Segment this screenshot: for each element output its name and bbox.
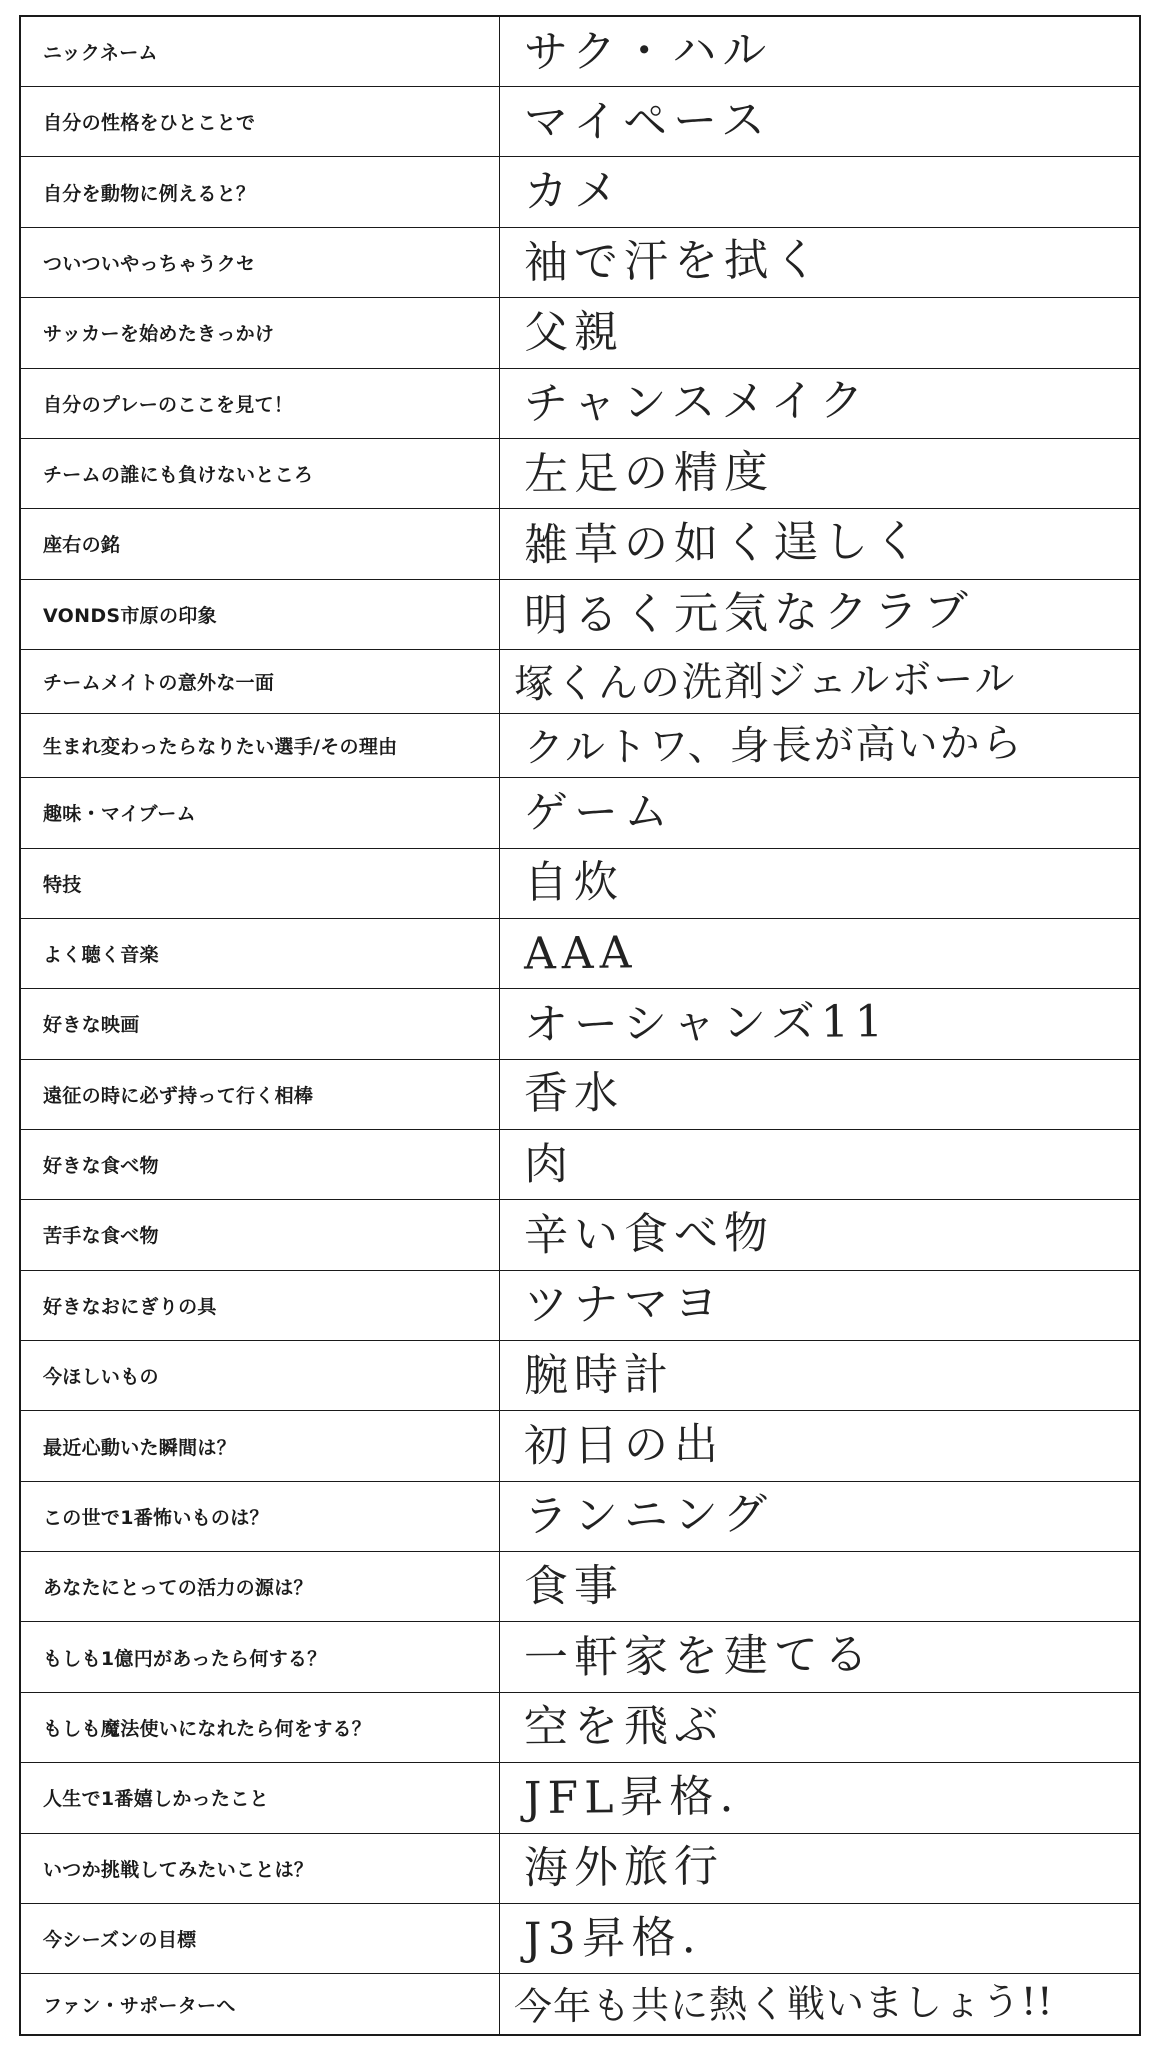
question-label: 最近心動いた瞬間は？	[21, 1411, 499, 1481]
answer-handwritten: 塚くんの洗剤ジェルボール	[499, 649, 1139, 713]
answer-handwritten: 初日の出	[499, 1411, 1139, 1481]
question-label: ファン・サポーターへ	[21, 1974, 499, 2034]
table-row	[21, 1974, 1139, 2034]
table-row	[21, 1059, 1139, 1129]
qa-table	[21, 17, 1139, 2034]
question-label: この世で1番怖いものは？	[21, 1481, 499, 1551]
answer-handwritten: 海外旅行	[499, 1833, 1139, 1903]
table-row	[21, 918, 1139, 988]
question-label: 趣味・マイブーム	[21, 778, 499, 848]
table-row	[21, 778, 1139, 848]
answer-handwritten: チャンスメイク	[499, 368, 1139, 438]
table-row	[21, 438, 1139, 508]
table-row	[21, 227, 1139, 297]
question-label: VONDS市原の印象	[21, 579, 499, 649]
question-label: チームの誰にも負けないところ	[21, 438, 499, 508]
answer-handwritten: 今年も共に熱く戦いましょう!!	[499, 1974, 1139, 2034]
answer-handwritten: ツナマヨ	[499, 1270, 1139, 1340]
question-label: 好きな食べ物	[21, 1129, 499, 1199]
question-label: 生まれ変わったらなりたい選手/その理由	[21, 714, 499, 778]
answer-handwritten: ランニング	[499, 1481, 1139, 1551]
table-row	[21, 368, 1139, 438]
answer-handwritten: 明るく元気なクラブ	[499, 579, 1139, 649]
answer-handwritten: 自炊	[499, 848, 1139, 918]
question-label: サッカーを始めたきっかけ	[21, 298, 499, 368]
table-row	[21, 1552, 1139, 1622]
question-label: 自分の性格をひとことで	[21, 87, 499, 157]
table-row	[21, 1903, 1139, 1973]
answer-handwritten: 雑草の如く逞しく	[499, 509, 1139, 579]
answer-handwritten: ゲーム	[499, 778, 1139, 848]
answer-handwritten: 空を飛ぶ	[499, 1692, 1139, 1762]
table-row	[21, 1481, 1139, 1551]
table-row	[21, 1129, 1139, 1199]
answer-handwritten: クルトワ、身長が高いから	[499, 714, 1139, 778]
question-label: もしも魔法使いになれたら何をする？	[21, 1692, 499, 1762]
answer-handwritten: AAA	[499, 918, 1139, 988]
questionnaire-sheet	[19, 15, 1141, 2036]
table-row	[21, 1622, 1139, 1692]
table-row	[21, 157, 1139, 227]
answer-handwritten: 辛い食べ物	[499, 1200, 1139, 1270]
table-row	[21, 1270, 1139, 1340]
table-row	[21, 848, 1139, 918]
question-label: いつか挑戦してみたいことは？	[21, 1833, 499, 1903]
table-row	[21, 1200, 1139, 1270]
question-label: 好きなおにぎりの具	[21, 1270, 499, 1340]
table-row	[21, 509, 1139, 579]
question-label: 好きな映画	[21, 989, 499, 1059]
question-label: 人生で1番嬉しかったこと	[21, 1763, 499, 1833]
question-label: チームメイトの意外な一面	[21, 649, 499, 713]
question-label: 特技	[21, 848, 499, 918]
table-row	[21, 1411, 1139, 1481]
answer-handwritten: 腕時計	[499, 1341, 1139, 1411]
question-label: 自分のプレーのここを見て！	[21, 368, 499, 438]
answer-handwritten: マイペース	[499, 87, 1139, 157]
answer-handwritten: J3昇格.	[499, 1903, 1139, 1973]
table-row	[21, 649, 1139, 713]
question-label: 座右の銘	[21, 509, 499, 579]
question-label: 遠征の時に必ず持って行く相棒	[21, 1059, 499, 1129]
table-row	[21, 579, 1139, 649]
question-label: 今シーズンの目標	[21, 1903, 499, 1973]
question-label: 苦手な食べ物	[21, 1200, 499, 1270]
answer-handwritten: カメ	[499, 157, 1139, 227]
table-row	[21, 989, 1139, 1059]
answer-handwritten: 左足の精度	[499, 438, 1139, 508]
table-row	[21, 1833, 1139, 1903]
table-row	[21, 17, 1139, 87]
question-label: 自分を動物に例えると？	[21, 157, 499, 227]
table-row	[21, 1692, 1139, 1762]
answer-handwritten: JFL昇格.	[499, 1763, 1139, 1833]
question-label: あなたにとっての活力の源は？	[21, 1552, 499, 1622]
answer-handwritten: 袖で汗を拭く	[499, 227, 1139, 297]
question-label: 今ほしいもの	[21, 1341, 499, 1411]
answer-handwritten: 食事	[499, 1552, 1139, 1622]
question-label: もしも1億円があったら何する？	[21, 1622, 499, 1692]
table-row	[21, 298, 1139, 368]
answer-handwritten: 肉	[499, 1129, 1139, 1199]
question-label: ニックネーム	[21, 17, 499, 87]
table-row	[21, 714, 1139, 778]
answer-handwritten: サク・ハル	[499, 17, 1139, 87]
question-label: よく聴く音楽	[21, 918, 499, 988]
answer-handwritten: 香水	[499, 1059, 1139, 1129]
table-row	[21, 87, 1139, 157]
answer-handwritten: オーシャンズ11	[499, 989, 1139, 1059]
table-row	[21, 1341, 1139, 1411]
answer-handwritten: 一軒家を建てる	[499, 1622, 1139, 1692]
answer-handwritten: 父親	[499, 298, 1139, 368]
table-row	[21, 1763, 1139, 1833]
question-label: ついついやっちゃうクセ	[21, 227, 499, 297]
